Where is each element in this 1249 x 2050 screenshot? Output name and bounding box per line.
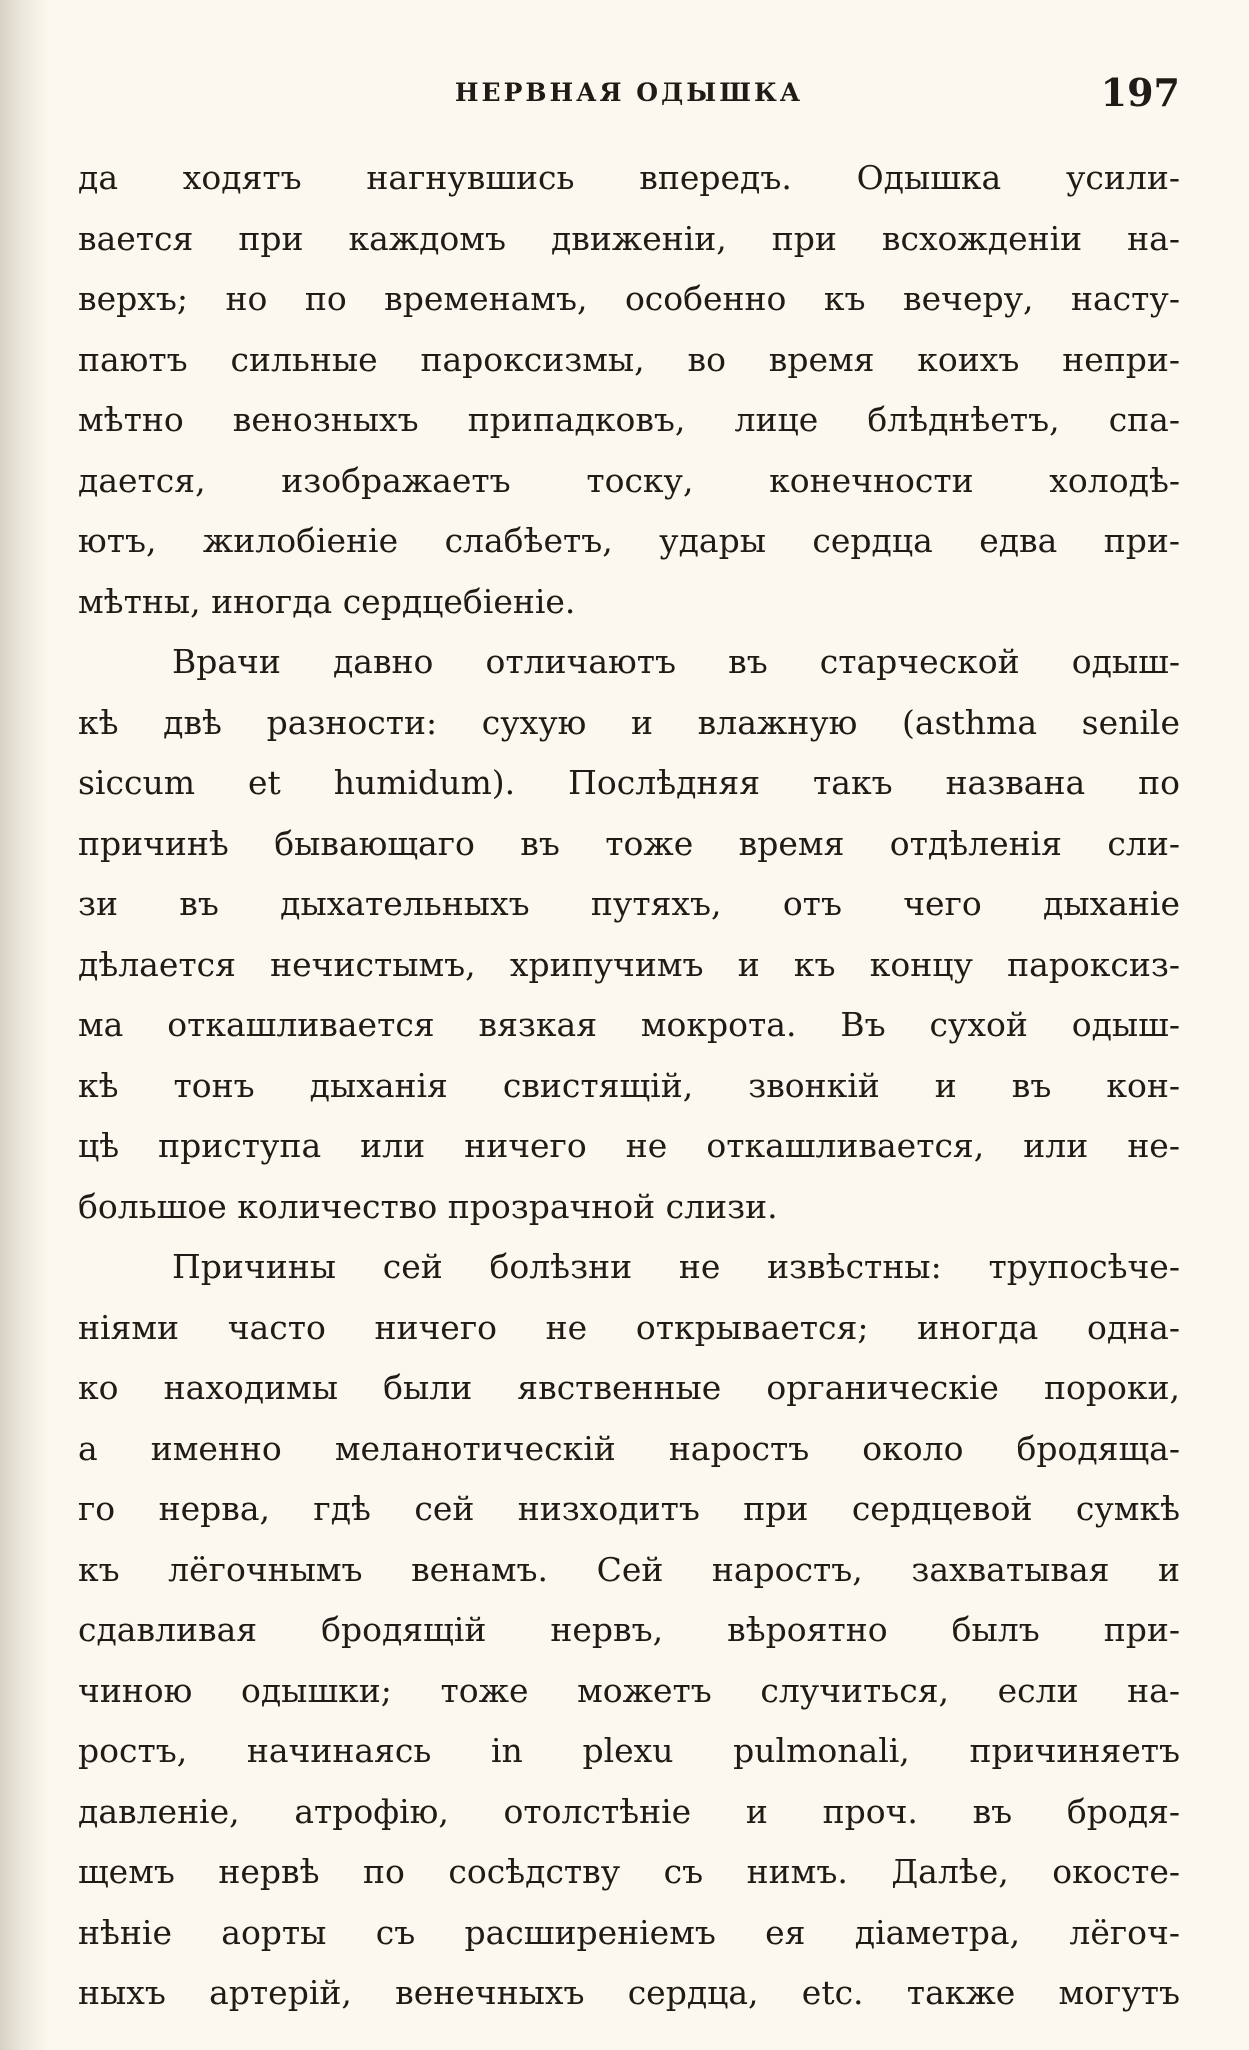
page-number: 197 xyxy=(1100,70,1180,115)
page-header xyxy=(78,70,1180,126)
text-line: кѣ тонъ дыханія свистящій, звонкій и въ кон- xyxy=(78,1065,1180,1105)
text-line: зи въ дыхательныхъ путяхъ, отъ чего дыханіе xyxy=(78,884,1180,923)
text-line: да ходятъ нагнувшись впередъ. Одышка усили- xyxy=(78,158,1180,197)
text-line: го нерва, гдѣ сей низходитъ при сердцевой сумкѣ xyxy=(78,1489,1180,1528)
text-line: щемъ нервѣ по сосѣдству съ нимъ. Далѣе, окосте- xyxy=(78,1852,1180,1891)
text-line: къ лёгочнымъ венамъ. Сей наростъ, захватывая и xyxy=(78,1549,1180,1589)
text-line: нѣніе аорты съ расширеніемъ ея діаметра, лёгоч- xyxy=(78,1912,1180,1952)
text-line: ніями часто ничего не открывается; иногда одна- xyxy=(78,1307,1180,1347)
text-line: сдавливая бродящій нервъ, вѣроятно былъ при- xyxy=(78,1610,1180,1649)
running-head: НЕРВНАЯ ОДЫШКА xyxy=(454,78,804,107)
text-line: ко находимы были явственные органическіе пороки, xyxy=(78,1368,1180,1407)
text-line: ма откашливается вязкая мокрота. Въ сухой одыш- xyxy=(78,1005,1180,1044)
text-line: большое количество прозрачной слизи. xyxy=(78,1186,778,1226)
text-line: дѣлается нечистымъ, хрипучимъ и къ концу пароксиз- xyxy=(78,944,1180,984)
text-line: кѣ двѣ разности: сухую и влажную (asthma senile xyxy=(78,702,1180,742)
text-line: а именно меланотическій наростъ около бродяща- xyxy=(78,1428,1180,1468)
text-line: паютъ сильные пароксизмы, во время коихъ непри- xyxy=(78,339,1180,379)
page-fold-shadow xyxy=(0,0,48,2050)
text-line: чиною одышки; тоже можетъ случиться, если на- xyxy=(78,1670,1180,1710)
text-line: ютъ, жилобіеніе слабѣетъ, удары сердца едва при- xyxy=(78,521,1180,560)
text-line: мѣтны, иногда сердцебіеніе. xyxy=(78,581,576,621)
text-line: давленіе, атрофію, отолстѣніе и проч. въ бродя- xyxy=(78,1791,1180,1831)
text-line: ростъ, начинаясь in plexu pulmonali, причиняетъ xyxy=(78,1731,1180,1770)
text-line: Причины сей болѣзни не извѣстны: трупосѣче- xyxy=(172,1247,1180,1286)
text-line: верхъ; но по временамъ, особенно къ вечеру, насту- xyxy=(78,279,1180,318)
text-line: причинѣ бывающаго въ тоже время отдѣленія сли- xyxy=(78,823,1180,863)
text-line: ныхъ артерій, венечныхъ сердца, etc. также могутъ xyxy=(78,1973,1180,2012)
text-line: мѣтно венозныхъ припадковъ, лице блѣднѣетъ, спа- xyxy=(78,400,1180,439)
text-line: дается, изображаетъ тоску, конечности холодѣ- xyxy=(78,460,1180,500)
page-body-text xyxy=(78,148,1180,2024)
text-line: вается при каждомъ движеніи, при всхожденіи на- xyxy=(78,218,1180,258)
text-line: Врачи давно отличаютъ въ старческой одыш- xyxy=(172,642,1180,681)
text-line: siccum et humidum). Послѣдняя такъ названа по xyxy=(78,763,1180,802)
text-line: цѣ приступа или ничего не откашливается, или не- xyxy=(78,1126,1180,1165)
